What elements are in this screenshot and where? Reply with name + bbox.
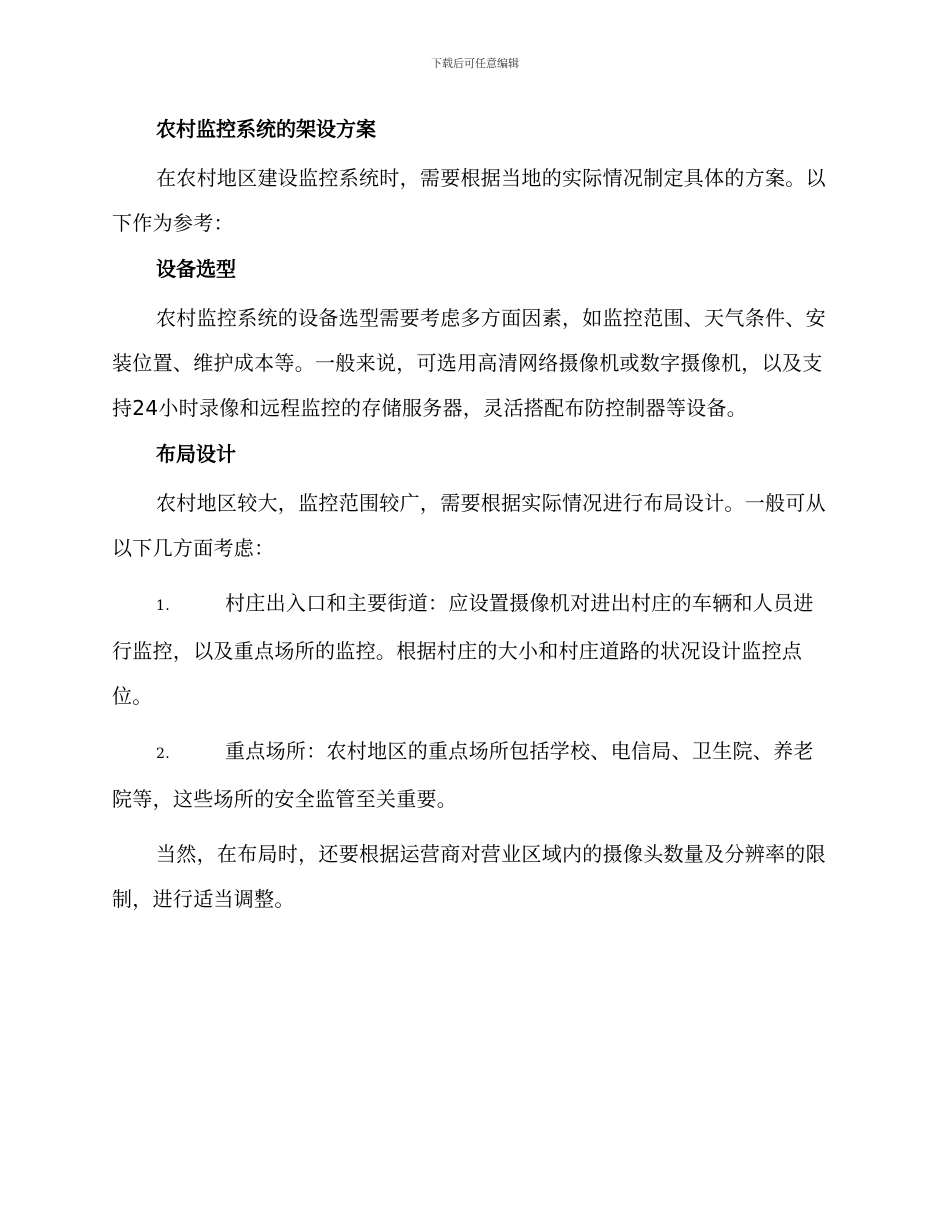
- document-title: 农村监控系统的架设方案: [156, 117, 376, 141]
- intro-paragraph: 在农村地区建设监控系统时，需要根据当地的实际情况制定具体的方案。以下作为参考：: [112, 166, 826, 235]
- section-heading-layout: 布局设计: [156, 442, 236, 466]
- list-item-text: 重点场所：农村地区的重点场所包括学校、电信局、卫生院、养老院等，这些场所的安全监管至关重要。: [112, 739, 814, 811]
- list-item-text: 村庄出入口和主要街道：应设置摄像机对进出村庄的车辆和人员进行监控，以及重点场所的监控。根据村庄的大小和村庄道路的状况设计监控点位。: [112, 591, 814, 708]
- page-header-note: 下载后可任意编辑: [431, 57, 519, 70]
- layout-paragraph: 农村地区较大，监控范围较广，需要根据实际情况进行布局设计。一般可从以下几方面考虑：: [112, 491, 826, 560]
- equipment-paragraph: 农村监控系统的设备选型需要考虑多方面因素，如监控范围、天气条件、安装位置、维护成本等。一般来说，可选用高清网络摄像机或数字摄像机，以及支持24小时录像和远程监控的存储服务器，灵活搭配布防控制器等设备。: [112, 306, 826, 420]
- document-body: [112, 114, 832, 922]
- closing-paragraph: 当然，在布局时，还要根据运营商对营业区域内的摄像头数量及分辨率的限制，进行适当调整。: [112, 842, 826, 911]
- list-item-number: 1.: [156, 598, 170, 614]
- list-item: [112, 581, 832, 719]
- section-heading-equipment: 设备选型: [156, 257, 236, 281]
- list-item-number: 2.: [156, 746, 170, 762]
- list-item: [112, 729, 832, 822]
